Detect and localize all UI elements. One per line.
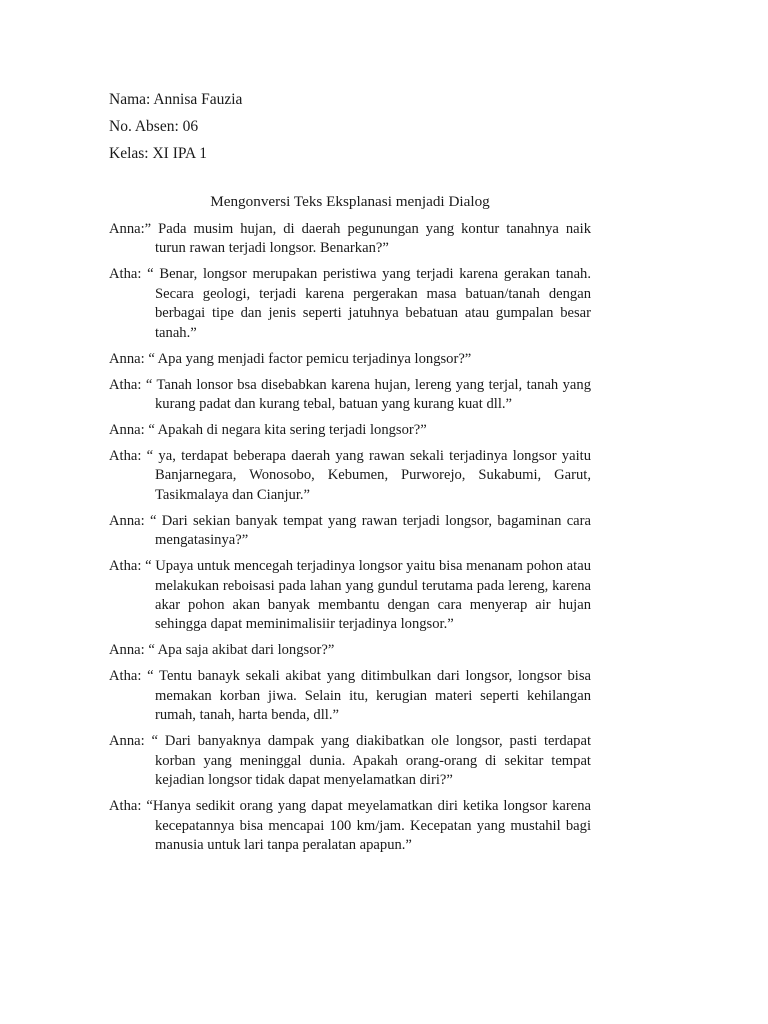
dialog-text: “ Tentu banayk sekali akibat yang ditimbulkan dari longsor, longsor bisa memakan korban jiwa. Selain itu, kerugian materi seperti kehilangan rumah, tanah, harta benda, dll.”	[141, 668, 591, 724]
student-absen: No. Absen: 06	[109, 118, 199, 135]
dialog-entry	[109, 265, 591, 343]
dialog-entry	[109, 447, 591, 505]
speaker-label: Anna:	[109, 642, 145, 659]
dialog-text: “ Tanah lonsor bsa disebabkan karena hujan, lereng yang terjal, tanah yang kurang padat dan kurang tebal, batuan yang kurang kuat dll.”	[141, 376, 591, 413]
dialog-entry	[109, 421, 591, 440]
speaker-label: Atha:	[109, 266, 142, 283]
speaker-label: Atha:	[109, 668, 142, 685]
dialog-text: “ Upaya untuk mencegah terjadinya longsor yaitu bisa menanam pohon atau melakukan reboisasi pada lahan yang gundul terutama pada lereng, karena akar pohon akan banyak membantu dengan cara menyerap air hujan sehingga dapat meminimalisiir terjadinya longsor.”	[141, 558, 591, 633]
dialog-text: “ Dari banyaknya dampak yang diakibatkan ole longsor, pasti terdapat korban yang meninggal dunia. Apakah orang-orang di sekitar tempat kejadian longsor tidak dapat menyelamatkan diri?”	[144, 733, 591, 789]
dialog-entry	[109, 667, 591, 725]
speaker-label: Atha:	[109, 798, 142, 815]
speaker-label: Atha:	[109, 558, 142, 575]
dialog-text: “ Dari sekian banyak tempat yang rawan terjadi longsor, bagaminan cara mengatasinya?”	[144, 512, 591, 549]
dialog-entry	[109, 350, 591, 369]
dialog-entry	[109, 512, 591, 551]
speaker-label: Anna:	[109, 221, 145, 237]
student-info	[109, 86, 242, 167]
speaker-label: Anna:	[109, 512, 145, 529]
dialog-text: “ Apakah di negara kita sering terjadi longsor?”	[144, 422, 427, 439]
student-class: Kelas: XI IPA 1	[109, 145, 208, 162]
speaker-label: Atha:	[109, 448, 142, 465]
student-name: Nama: Annisa Fauzia	[109, 91, 243, 108]
dialog-body	[109, 220, 591, 862]
dialog-text: “ ya, terdapat beberapa daerah yang rawan sekali terjadinya longsor yaitu Banjarnegara, Wonosobo, Kebumen, Purworejo, Sukabumi, Garut, Tasikmalaya dan Cianjur.”	[141, 448, 591, 503]
dialog-text: “Hanya sedikit orang yang dapat meyelamatkan diri ketika longsor karena kecepatannya bisa mencapai 100 km/jam. Kecepatan yang mustahil bagi manusia untuk lari tanpa peralatan apapun.”	[141, 798, 591, 853]
dialog-entry	[109, 641, 591, 660]
speaker-label: Atha:	[109, 376, 142, 393]
dialog-entry	[109, 732, 591, 790]
dialog-entry	[109, 376, 591, 415]
speaker-label: Anna:	[109, 422, 145, 439]
dialog-entry	[109, 220, 591, 259]
dialog-entry	[109, 557, 591, 635]
dialog-text: ” Pada musim hujan, di daerah pegunungan yang kontur tanahnya naik turun rawan terjadi longsor. Benarkan?”	[144, 221, 591, 257]
dialog-entry	[109, 797, 591, 855]
dialog-text: “ Benar, longsor merupakan peristiwa yang terjadi karena gerakan tanah. Secara geologi, terjadi karena pergerakan masa batuan/tanah dengan berbagai tipe dan jenis seperti jatuhnya bebatuan atau gumpalan besar tanah.”	[141, 266, 591, 341]
speaker-label: Anna:	[109, 733, 145, 750]
document-title: Mengonversi Teks Eksplanasi menjadi Dialog	[210, 193, 490, 210]
speaker-label: Anna:	[109, 350, 145, 367]
dialog-text: “ Apa saja akibat dari longsor?”	[144, 642, 335, 659]
dialog-text: “ Apa yang menjadi factor pemicu terjadinya longsor?”	[144, 350, 472, 367]
